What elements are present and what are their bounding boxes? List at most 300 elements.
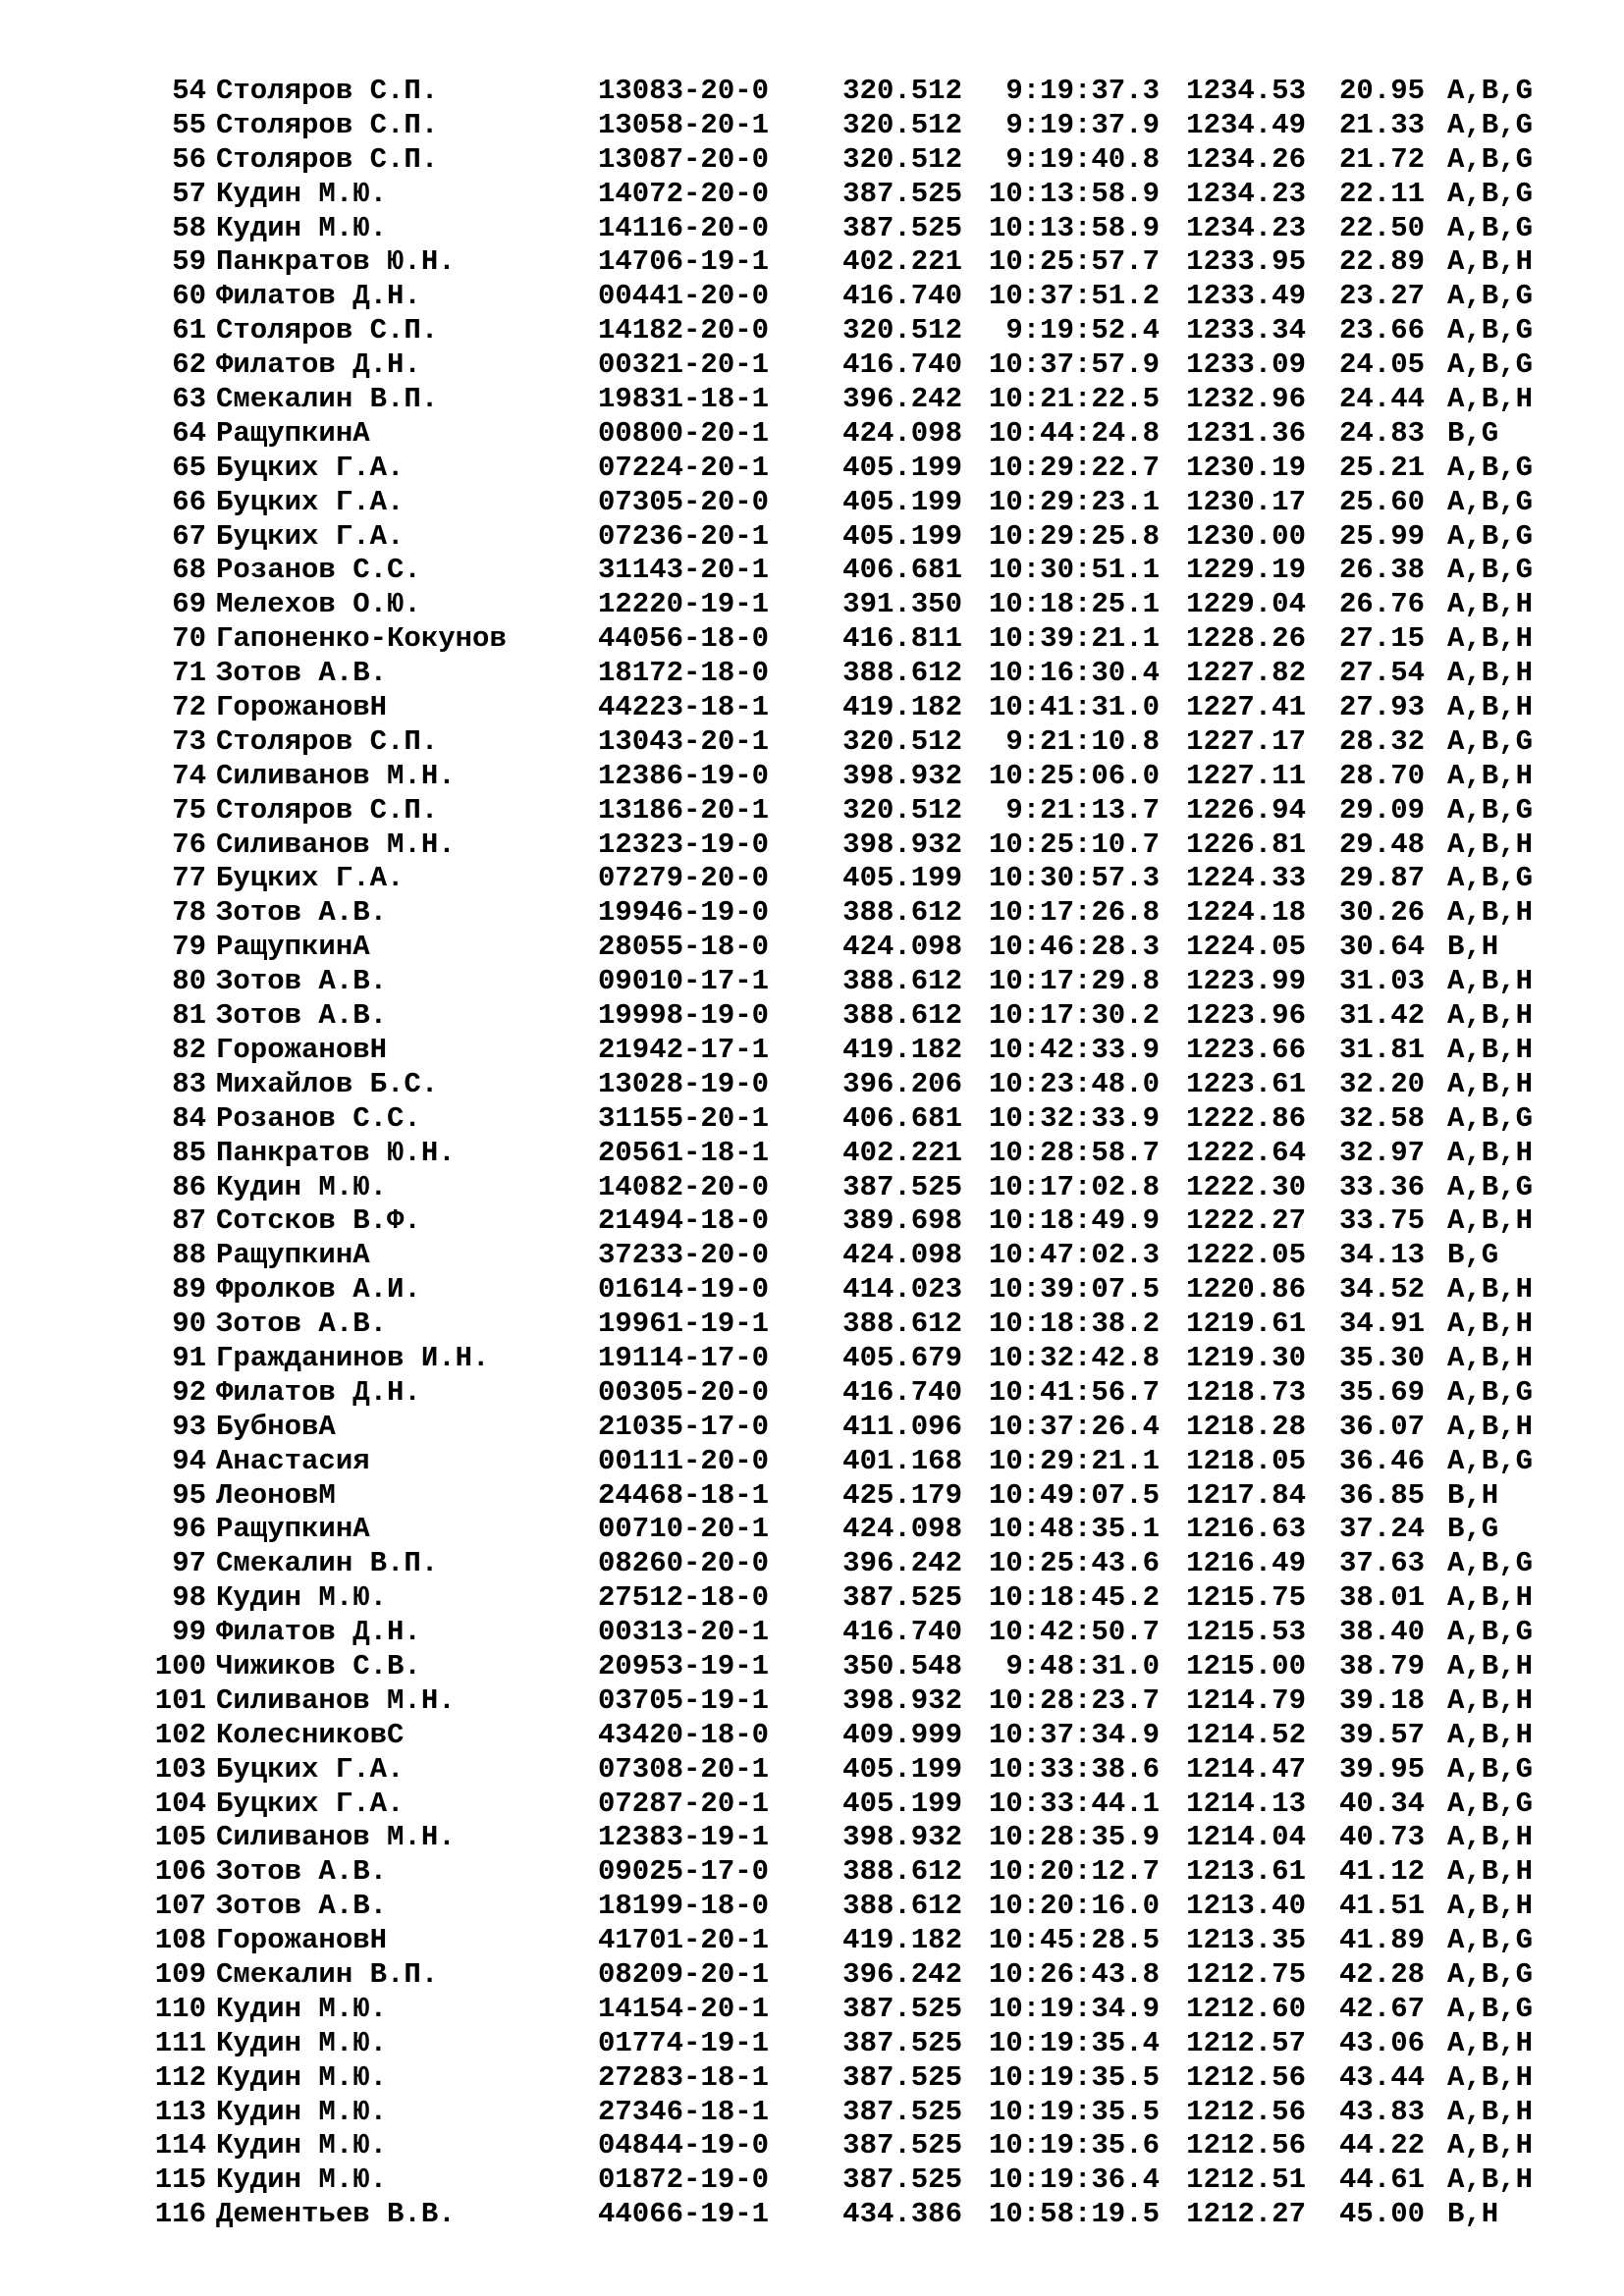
place-number: 114: [154, 2129, 206, 2163]
fancier-name: Зотов А.В.: [216, 1308, 388, 1341]
distance: 424.098: [842, 931, 962, 964]
arrival-time: 10:19:35.6: [988, 2129, 1160, 2163]
ring-number: 00441-20-0: [598, 280, 770, 313]
arrival-time: 10:20:12.7: [988, 1855, 1160, 1889]
category-flags: A,B,H: [1447, 1204, 1534, 1238]
fancier-name: Буцких Г.А.: [216, 1752, 405, 1786]
fancier-name: Филатов Д.Н.: [216, 348, 421, 382]
table-row: [0, 212, 1624, 246]
distance: 387.525: [842, 2060, 962, 2094]
place-number: 65: [172, 451, 206, 484]
coefficient: 34.91: [1339, 1308, 1426, 1341]
fancier-name: Кудин М.Ю.: [216, 1992, 388, 2025]
table-row: [0, 657, 1624, 691]
speed: 1222.86: [1186, 1101, 1306, 1135]
speed: 1232.96: [1186, 383, 1306, 416]
coefficient: 28.32: [1339, 724, 1426, 758]
distance: 405.199: [842, 1787, 962, 1820]
place-number: 93: [172, 1410, 206, 1443]
fancier-name: Кудин М.Ю.: [216, 2060, 388, 2094]
ring-number: 27512-18-0: [598, 1581, 770, 1615]
table-row: [0, 1445, 1624, 1479]
arrival-time: 10:32:42.8: [988, 1341, 1160, 1374]
distance: 389.698: [842, 1204, 962, 1238]
arrival-time: 10:48:35.1: [988, 1513, 1160, 1546]
speed: 1212.56: [1186, 2129, 1306, 2163]
category-flags: A,B,H: [1447, 383, 1534, 416]
ring-number: 09010-17-1: [598, 965, 770, 998]
distance: 391.350: [842, 588, 962, 621]
arrival-time: 10:33:38.6: [988, 1752, 1160, 1786]
place-number: 99: [172, 1616, 206, 1649]
fancier-name: Кудин М.Ю.: [216, 211, 388, 244]
speed: 1224.33: [1186, 862, 1306, 895]
fancier-name: Филатов Д.Н.: [216, 1616, 421, 1649]
distance: 320.512: [842, 108, 962, 141]
place-number: 69: [172, 588, 206, 621]
ring-number: 13083-20-0: [598, 75, 770, 107]
speed: 1231.36: [1186, 416, 1306, 450]
table-row: [0, 520, 1624, 555]
place-number: 75: [172, 793, 206, 827]
fancier-name: Кудин М.Ю.: [216, 2129, 388, 2163]
distance: 414.023: [842, 1273, 962, 1307]
distance: 406.681: [842, 554, 962, 587]
distance: 387.525: [842, 2163, 962, 2197]
arrival-time: 10:45:28.5: [988, 1924, 1160, 1957]
coefficient: 31.03: [1339, 965, 1426, 998]
table-row: [0, 1479, 1624, 1514]
speed: 1234.23: [1186, 211, 1306, 244]
speed: 1227.82: [1186, 657, 1306, 690]
ring-number: 21035-17-0: [598, 1410, 770, 1443]
table-row: [0, 1273, 1624, 1308]
place-number: 90: [172, 1308, 206, 1341]
distance: 434.386: [842, 2198, 962, 2231]
speed: 1229.04: [1186, 588, 1306, 621]
category-flags: A,B,G: [1447, 348, 1534, 382]
table-row: [0, 75, 1624, 109]
coefficient: 32.58: [1339, 1101, 1426, 1135]
fancier-name: Зотов А.В.: [216, 896, 388, 930]
place-number: 66: [172, 485, 206, 518]
fancier-name: РащупкинА: [216, 1513, 370, 1546]
ring-number: 07308-20-1: [598, 1752, 770, 1786]
fancier-name: РащупкинА: [216, 931, 370, 964]
speed: 1212.75: [1186, 1957, 1306, 1991]
fancier-name: РащупкинА: [216, 416, 370, 450]
ring-number: 20953-19-1: [598, 1649, 770, 1682]
table-row: [0, 178, 1624, 212]
coefficient: 41.12: [1339, 1855, 1426, 1889]
table-row: [0, 1684, 1624, 1719]
coefficient: 40.34: [1339, 1787, 1426, 1820]
category-flags: A,B,G: [1447, 1787, 1534, 1820]
coefficient: 35.30: [1339, 1341, 1426, 1374]
category-flags: A,B,H: [1447, 999, 1534, 1033]
category-flags: A,B,H: [1447, 1341, 1534, 1374]
speed: 1228.26: [1186, 622, 1306, 656]
fancier-name: Зотов А.В.: [216, 1855, 388, 1889]
ring-number: 00800-20-1: [598, 416, 770, 450]
ring-number: 08209-20-1: [598, 1957, 770, 1991]
distance: 398.932: [842, 1821, 962, 1854]
ring-number: 41701-20-1: [598, 1924, 770, 1957]
coefficient: 30.26: [1339, 896, 1426, 930]
place-number: 95: [172, 1478, 206, 1512]
coefficient: 24.44: [1339, 383, 1426, 416]
ring-number: 27283-18-1: [598, 2060, 770, 2094]
speed: 1230.17: [1186, 485, 1306, 518]
distance: 387.525: [842, 2095, 962, 2128]
speed: 1230.00: [1186, 519, 1306, 553]
distance: 425.179: [842, 1478, 962, 1512]
category-flags: A,B,G: [1447, 1547, 1534, 1580]
place-number: 57: [172, 177, 206, 210]
speed: 1226.94: [1186, 793, 1306, 827]
category-flags: A,B,H: [1447, 1273, 1534, 1307]
ring-number: 00710-20-1: [598, 1513, 770, 1546]
arrival-time: 9:48:31.0: [1005, 1649, 1160, 1682]
speed: 1222.64: [1186, 1136, 1306, 1169]
distance: 387.525: [842, 1170, 962, 1203]
table-row: [0, 862, 1624, 896]
fancier-name: Дементьев В.В.: [216, 2198, 456, 2231]
category-flags: A,B,H: [1447, 1855, 1534, 1889]
fancier-name: Кудин М.Ю.: [216, 2095, 388, 2128]
fancier-name: Сотсков В.Ф.: [216, 1204, 421, 1238]
table-row: [0, 1890, 1624, 1924]
ring-number: 01774-19-1: [598, 2026, 770, 2059]
ring-number: 13028-19-0: [598, 1067, 770, 1100]
place-number: 109: [154, 1957, 206, 1991]
arrival-time: 10:18:25.1: [988, 588, 1160, 621]
arrival-time: 10:28:58.7: [988, 1136, 1160, 1169]
arrival-time: 9:19:40.8: [1005, 142, 1160, 176]
place-number: 110: [154, 1992, 206, 2025]
ring-number: 44056-18-0: [598, 622, 770, 656]
coefficient: 29.87: [1339, 862, 1426, 895]
table-row: [0, 1376, 1624, 1411]
ring-number: 18199-18-0: [598, 1890, 770, 1923]
fancier-name: Буцких Г.А.: [216, 862, 405, 895]
ring-number: 43420-18-0: [598, 1718, 770, 1751]
ring-number: 31143-20-1: [598, 554, 770, 587]
place-number: 107: [154, 1890, 206, 1923]
ring-number: 12323-19-0: [598, 828, 770, 861]
table-row: [0, 725, 1624, 760]
coefficient: 38.40: [1339, 1616, 1426, 1649]
ring-number: 07305-20-0: [598, 485, 770, 518]
speed: 1219.61: [1186, 1308, 1306, 1341]
distance: 416.740: [842, 1616, 962, 1649]
table-row: [0, 828, 1624, 863]
category-flags: A,B,H: [1447, 1136, 1534, 1169]
table-row: [0, 383, 1624, 417]
fancier-name: Розанов С.С.: [216, 1101, 421, 1135]
distance: 416.740: [842, 280, 962, 313]
coefficient: 40.73: [1339, 1821, 1426, 1854]
distance: 388.612: [842, 657, 962, 690]
speed: 1216.63: [1186, 1513, 1306, 1546]
ring-number: 19114-17-0: [598, 1341, 770, 1374]
place-number: 92: [172, 1375, 206, 1409]
coefficient: 24.83: [1339, 416, 1426, 450]
fancier-name: Столяров С.П.: [216, 75, 439, 107]
ring-number: 31155-20-1: [598, 1101, 770, 1135]
coefficient: 43.44: [1339, 2060, 1426, 2094]
ring-number: 09025-17-0: [598, 1855, 770, 1889]
distance: 396.242: [842, 383, 962, 416]
fancier-name: Гапоненко-Кокунов: [216, 622, 507, 656]
place-number: 112: [154, 2060, 206, 2094]
coefficient: 31.42: [1339, 999, 1426, 1033]
fancier-name: Михайлов Б.С.: [216, 1067, 439, 1100]
distance: 424.098: [842, 416, 962, 450]
coefficient: 25.60: [1339, 485, 1426, 518]
fancier-name: КолесниковС: [216, 1718, 405, 1751]
category-flags: A,B,H: [1447, 1410, 1534, 1443]
speed: 1222.30: [1186, 1170, 1306, 1203]
arrival-time: 10:28:23.7: [988, 1683, 1160, 1717]
speed: 1227.17: [1186, 724, 1306, 758]
coefficient: 34.52: [1339, 1273, 1426, 1307]
speed: 1229.19: [1186, 554, 1306, 587]
category-flags: A,B,G: [1447, 177, 1534, 210]
table-row: [0, 1068, 1624, 1102]
category-flags: B,G: [1447, 1513, 1499, 1546]
place-number: 54: [172, 75, 206, 107]
arrival-time: 10:17:30.2: [988, 999, 1160, 1033]
category-flags: B,H: [1447, 2198, 1499, 2231]
fancier-name: Столяров С.П.: [216, 724, 439, 758]
coefficient: 23.66: [1339, 314, 1426, 347]
place-number: 56: [172, 142, 206, 176]
category-flags: A,B,G: [1447, 451, 1534, 484]
place-number: 79: [172, 931, 206, 964]
table-row: [0, 2061, 1624, 2096]
place-number: 78: [172, 896, 206, 930]
arrival-time: 10:42:50.7: [988, 1616, 1160, 1649]
table-row: [0, 1102, 1624, 1137]
arrival-time: 10:29:25.8: [988, 519, 1160, 553]
speed: 1212.51: [1186, 2163, 1306, 2197]
category-flags: B,G: [1447, 1239, 1499, 1272]
place-number: 81: [172, 999, 206, 1033]
speed: 1219.30: [1186, 1341, 1306, 1374]
distance: 320.512: [842, 793, 962, 827]
coefficient: 31.81: [1339, 1033, 1426, 1066]
coefficient: 22.11: [1339, 177, 1426, 210]
arrival-time: 10:13:58.9: [988, 177, 1160, 210]
distance: 387.525: [842, 177, 962, 210]
fancier-name: ЛеоновМ: [216, 1478, 336, 1512]
coefficient: 38.79: [1339, 1649, 1426, 1682]
table-row: [0, 1581, 1624, 1616]
category-flags: A,B,H: [1447, 2129, 1534, 2163]
table-row: [0, 1719, 1624, 1753]
distance: 419.182: [842, 691, 962, 724]
coefficient: 23.27: [1339, 280, 1426, 313]
speed: 1215.75: [1186, 1581, 1306, 1615]
coefficient: 28.70: [1339, 759, 1426, 792]
category-flags: A,B,G: [1447, 211, 1534, 244]
distance: 416.740: [842, 348, 962, 382]
table-row: [0, 1513, 1624, 1547]
arrival-time: 9:19:37.3: [1005, 75, 1160, 107]
ring-number: 44223-18-1: [598, 691, 770, 724]
fancier-name: Фролков А.И.: [216, 1273, 421, 1307]
speed: 1226.81: [1186, 828, 1306, 861]
place-number: 104: [154, 1787, 206, 1820]
fancier-name: ГорожановН: [216, 691, 388, 724]
distance: 320.512: [842, 314, 962, 347]
speed: 1213.61: [1186, 1855, 1306, 1889]
category-flags: A,B,G: [1447, 142, 1534, 176]
arrival-time: 10:44:24.8: [988, 416, 1160, 450]
table-row: [0, 965, 1624, 999]
coefficient: 36.46: [1339, 1444, 1426, 1477]
coefficient: 22.50: [1339, 211, 1426, 244]
place-number: 60: [172, 280, 206, 313]
speed: 1212.60: [1186, 1992, 1306, 2025]
coefficient: 22.89: [1339, 245, 1426, 279]
table-row: [0, 1547, 1624, 1581]
category-flags: A,B,H: [1447, 828, 1534, 861]
coefficient: 44.22: [1339, 2129, 1426, 2163]
coefficient: 36.07: [1339, 1410, 1426, 1443]
place-number: 106: [154, 1855, 206, 1889]
arrival-time: 10:25:06.0: [988, 759, 1160, 792]
fancier-name: Панкратов Ю.Н.: [216, 1136, 456, 1169]
place-number: 94: [172, 1444, 206, 1477]
ring-number: 14072-20-0: [598, 177, 770, 210]
fancier-name: Мелехов О.Ю.: [216, 588, 421, 621]
ring-number: 01872-19-0: [598, 2163, 770, 2197]
table-row: [0, 314, 1624, 348]
speed: 1234.26: [1186, 142, 1306, 176]
table-row: [0, 1753, 1624, 1788]
arrival-time: 10:20:16.0: [988, 1890, 1160, 1923]
table-row: [0, 1788, 1624, 1822]
place-number: 64: [172, 416, 206, 450]
place-number: 97: [172, 1547, 206, 1580]
category-flags: A,B,H: [1447, 1683, 1534, 1717]
arrival-time: 10:18:45.2: [988, 1581, 1160, 1615]
category-flags: A,B,H: [1447, 2095, 1534, 2128]
distance: 401.168: [842, 1444, 962, 1477]
category-flags: A,B,G: [1447, 280, 1534, 313]
fancier-name: Буцких Г.А.: [216, 485, 405, 518]
table-row: [0, 2163, 1624, 2198]
place-number: 74: [172, 759, 206, 792]
category-flags: A,B,G: [1447, 485, 1534, 518]
table-row: [0, 1650, 1624, 1684]
category-flags: A,B,H: [1447, 2060, 1534, 2094]
coefficient: 24.05: [1339, 348, 1426, 382]
place-number: 98: [172, 1581, 206, 1615]
speed: 1215.00: [1186, 1649, 1306, 1682]
arrival-time: 10:39:07.5: [988, 1273, 1160, 1307]
arrival-time: 9:21:10.8: [1005, 724, 1160, 758]
distance: 419.182: [842, 1924, 962, 1957]
place-number: 58: [172, 211, 206, 244]
speed: 1224.18: [1186, 896, 1306, 930]
category-flags: A,B,G: [1447, 1170, 1534, 1203]
coefficient: 36.85: [1339, 1478, 1426, 1512]
speed: 1214.04: [1186, 1821, 1306, 1854]
speed: 1217.84: [1186, 1478, 1306, 1512]
distance: 405.199: [842, 451, 962, 484]
table-row: [0, 2129, 1624, 2163]
table-row: [0, 691, 1624, 725]
speed: 1212.56: [1186, 2095, 1306, 2128]
category-flags: A,B,H: [1447, 588, 1534, 621]
arrival-time: 10:29:23.1: [988, 485, 1160, 518]
category-flags: A,B,G: [1447, 793, 1534, 827]
distance: 405.199: [842, 519, 962, 553]
place-number: 100: [154, 1649, 206, 1682]
speed: 1214.13: [1186, 1787, 1306, 1820]
fancier-name: Кудин М.Ю.: [216, 177, 388, 210]
table-row: [0, 417, 1624, 452]
table-row: [0, 2198, 1624, 2232]
coefficient: 25.99: [1339, 519, 1426, 553]
table-row: [0, 896, 1624, 931]
arrival-time: 10:25:43.6: [988, 1547, 1160, 1580]
category-flags: A,B,G: [1447, 554, 1534, 587]
table-row: [0, 109, 1624, 143]
ring-number: 13087-20-0: [598, 142, 770, 176]
fancier-name: Зотов А.В.: [216, 657, 388, 690]
fancier-name: Столяров С.П.: [216, 314, 439, 347]
table-row: [0, 1204, 1624, 1239]
fancier-name: Столяров С.П.: [216, 793, 439, 827]
category-flags: A,B,H: [1447, 622, 1534, 656]
category-flags: A,B,G: [1447, 108, 1534, 141]
speed: 1224.05: [1186, 931, 1306, 964]
table-row: [0, 1821, 1624, 1855]
ring-number: 00313-20-1: [598, 1616, 770, 1649]
arrival-time: 10:29:21.1: [988, 1444, 1160, 1477]
fancier-name: Анастасия: [216, 1444, 370, 1477]
category-flags: A,B,G: [1447, 1957, 1534, 1991]
coefficient: 20.95: [1339, 75, 1426, 107]
distance: 388.612: [842, 999, 962, 1033]
coefficient: 26.76: [1339, 588, 1426, 621]
distance: 405.199: [842, 862, 962, 895]
arrival-time: 9:19:52.4: [1005, 314, 1160, 347]
distance: 406.681: [842, 1101, 962, 1135]
fancier-name: Столяров С.П.: [216, 108, 439, 141]
arrival-time: 10:19:36.4: [988, 2163, 1160, 2197]
ring-number: 19831-18-1: [598, 383, 770, 416]
table-row: [0, 486, 1624, 520]
coefficient: 39.95: [1339, 1752, 1426, 1786]
ring-number: 21942-17-1: [598, 1033, 770, 1066]
distance: 320.512: [842, 142, 962, 176]
place-number: 96: [172, 1513, 206, 1546]
table-row: [0, 931, 1624, 965]
place-number: 76: [172, 828, 206, 861]
ring-number: 00321-20-1: [598, 348, 770, 382]
arrival-time: 10:19:34.9: [988, 1992, 1160, 2025]
place-number: 88: [172, 1239, 206, 1272]
distance: 424.098: [842, 1239, 962, 1272]
distance: 405.199: [842, 1752, 962, 1786]
arrival-time: 10:29:22.7: [988, 451, 1160, 484]
distance: 388.612: [842, 965, 962, 998]
